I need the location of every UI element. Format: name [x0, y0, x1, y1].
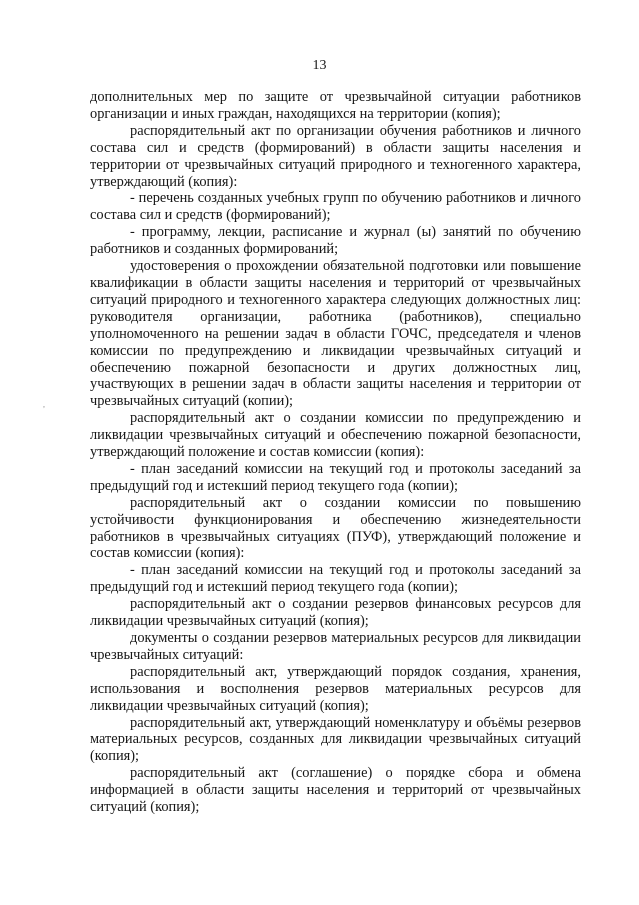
page-number: 13	[312, 58, 327, 73]
paragraph: распорядительный акт по организации обучения работников и личного состава сил и средств (формирований) в области защиты населения и территории от чрезвычайных ситуаций природного и техногенного характера, утверждающий (копия):	[90, 122, 581, 190]
paragraph: распорядительный акт, утверждающий номенклатуру и объёмы резервов материальных ресурсов, созданных для ликвидации чрезвычайных ситуаций (копия);	[90, 714, 581, 765]
paragraph: распорядительный акт о создании комиссии по предупреждению и ликвидации чрезвычайных ситуаций и обеспечению пожарной безопасности, утверждающий положение и состав комиссии (копия):	[90, 410, 581, 461]
paragraph: документы о создании резервов материальных ресурсов для ликвидации чрезвычайных ситуаций:	[90, 630, 581, 663]
paragraph: удостоверения о прохождении обязательной подготовки или повышение квалификации в области защиты населения и территорий от чрезвычайных ситуаций природного и техногенного характера следующих должностных лиц: руководителя организации, работника (работников), специально уполномоченного на решении задач в области ГОЧС, председателя и членов комиссии по предупреждению и ликвидации чрезвычайных ситуаций и обеспечению пожарной безопасности и других должностных лиц, участвующих в решении задач в области защиты населения и территории от чрезвычайных ситуаций (копии);	[90, 258, 581, 410]
list-item: - программу, лекции, расписание и журнал (ы) занятий по обучению работников и созданных формирований;	[90, 224, 581, 258]
paragraph: распорядительный акт (соглашение) о порядке сбора и обмена информацией в области защиты населения и территорий от чрезвычайных ситуаций (копия);	[90, 765, 581, 816]
list-item: - план заседаний комиссии на текущий год и протоколы заседаний за предыдущий год и истекший период текущего года (копии);	[90, 562, 581, 596]
paragraph: распорядительный акт о создании комиссии по повышению устойчивости функционирования и обеспечению жизнедеятельности работников в чрезвычайных ситуациях (ПУФ), утверждающий положение и состав комиссии (копия):	[90, 494, 581, 562]
list-item: - план заседаний комиссии на текущий год и протоколы заседаний за предыдущий год и истекший период текущего года (копии);	[90, 460, 581, 494]
paragraph: распорядительный акт о создании резервов финансовых ресурсов для ликвидации чрезвычайных ситуаций (копия);	[90, 596, 581, 630]
list-item: - перечень созданных учебных групп по обучению работников и личного состава сил и средств (формирований);	[90, 190, 581, 224]
paragraph-continuation: дополнительных мер по защите от чрезвычайной ситуации работников организации и иных граждан, находящихся на территории (копия);	[90, 89, 581, 122]
margin-mark: ,	[43, 400, 45, 409]
document-body	[90, 89, 581, 816]
paragraph: распорядительный акт, утверждающий порядок создания, хранения, использования и восполнения резервов материальных ресурсов для ликвидации чрезвычайных ситуаций (копия);	[90, 663, 581, 714]
